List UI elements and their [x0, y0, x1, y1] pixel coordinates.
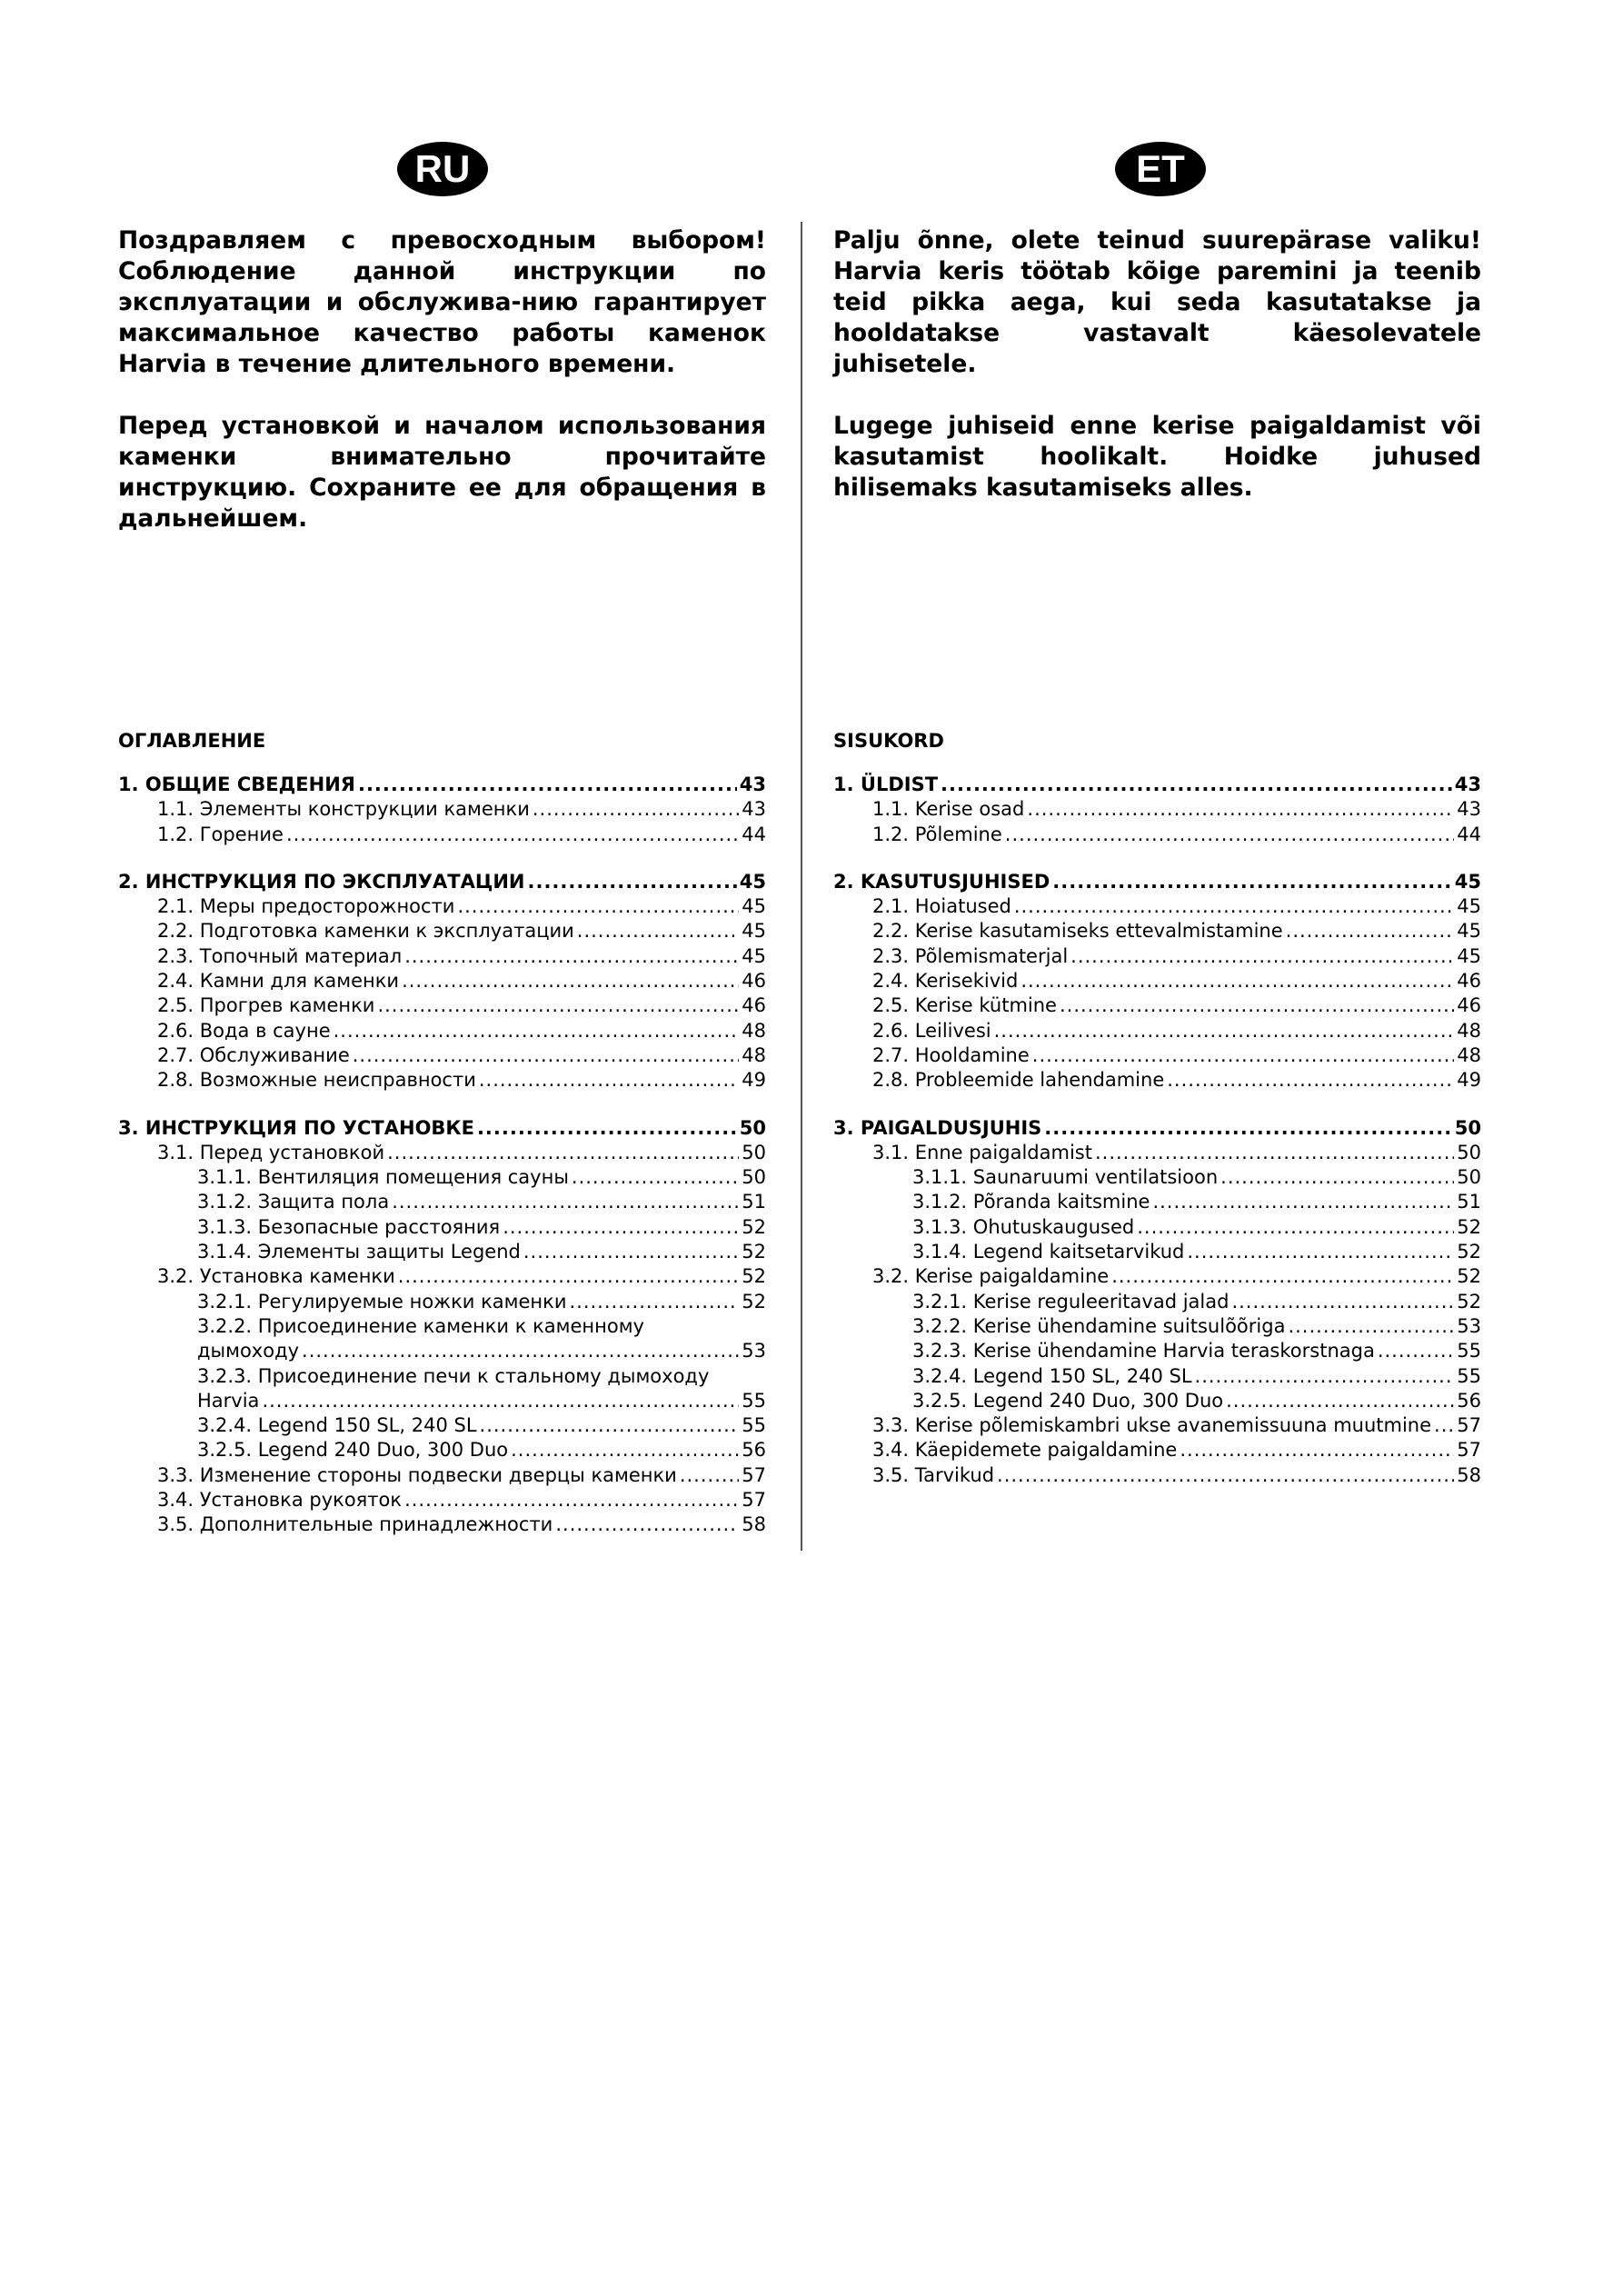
toc-dot-leader	[1032, 1043, 1454, 1068]
toc-entry-label: 2.7. Hooldamine	[872, 1043, 1030, 1066]
toc-entry-label: 3.1. Перед установкой	[157, 1141, 385, 1163]
toc-dot-leader	[286, 823, 739, 847]
toc-page-number: 43	[1454, 774, 1481, 795]
toc-entry	[833, 919, 1481, 943]
toc-entry-label: 3.1.3. Безопасные расстояния	[197, 1215, 501, 1238]
toc-entry	[833, 1413, 1481, 1438]
toc-entry-label: 3.2. Kerise paigaldamine	[872, 1265, 1110, 1288]
toc-dot-leader	[577, 919, 739, 943]
toc-dot-leader	[997, 1463, 1454, 1488]
toc-page-number: 50	[742, 1166, 766, 1189]
toc-entry-label: 2.6. Leilivesi	[872, 1019, 991, 1042]
toc-dot-leader	[1226, 1389, 1454, 1413]
toc-entry-label: 3.2.1. Kerise reguleeritavad jalad	[912, 1290, 1230, 1313]
toc-entry-label: 3.5. Tarvikud	[872, 1463, 995, 1486]
toc-entry	[118, 1141, 766, 1165]
toc-page-number: 45	[1457, 920, 1481, 943]
toc-dot-leader	[1044, 1116, 1451, 1141]
toc-entry-label: 3.1.3. Ohutuskaugused	[912, 1215, 1135, 1238]
toc-entry-label: 1.1. Kerise osad	[872, 798, 1025, 821]
table-of-contents-ru	[118, 773, 766, 1538]
intro-paragraph: Lugege juhiseid enne kerise paigaldamist või kasutamist hoolikalt. Hoidke juhused hilisemaks kasutamiseks alles.	[833, 412, 1481, 502]
toc-entry-label: 1. ОБЩИЕ СВЕДЕНИЯ	[118, 774, 355, 795]
toc-dot-leader	[1167, 1068, 1454, 1093]
toc-page-number: 52	[1457, 1290, 1481, 1313]
toc-entry	[118, 1512, 766, 1537]
toc-entry	[118, 1116, 766, 1141]
toc-dot-leader	[1286, 919, 1455, 943]
toc-dot-leader	[457, 894, 739, 919]
toc-entry	[833, 823, 1481, 847]
toc-dot-leader	[262, 1389, 739, 1413]
toc-entry-label: 2.6. Вода в сауне	[157, 1019, 331, 1042]
toc-entry	[833, 1389, 1481, 1413]
toc-dot-leader	[402, 969, 739, 993]
toc-dot-leader	[1378, 1339, 1454, 1363]
toc-entry	[118, 1019, 766, 1043]
toc-entry	[833, 1339, 1481, 1363]
toc-dot-leader	[572, 1165, 739, 1190]
toc-entry	[118, 1463, 766, 1488]
toc-entry	[833, 1019, 1481, 1043]
toc-page-number: 45	[739, 870, 766, 893]
toc-entry	[833, 797, 1481, 822]
toc-dot-leader	[1231, 1290, 1454, 1314]
toc-dot-leader	[523, 1240, 739, 1264]
toc-entry-label: 3.5. Дополнительные принадлежности	[157, 1513, 553, 1536]
toc-dot-leader	[1434, 1413, 1454, 1438]
toc-page-number: 55	[1457, 1340, 1481, 1363]
toc-entry	[833, 1190, 1481, 1214]
toc-dot-leader	[1180, 1438, 1454, 1462]
toc-entry	[118, 894, 766, 919]
toc-entry-label: 2.5. Прогрев каменки	[157, 994, 375, 1017]
toc-dot-leader	[1060, 993, 1454, 1018]
toc-dot-leader	[1137, 1215, 1454, 1240]
toc-entry	[118, 1190, 766, 1214]
toc-page-number: 46	[1457, 994, 1481, 1017]
toc-page-number: 46	[742, 970, 766, 993]
toc-entry-label: 3.2.2. Kerise ühendamine suitsulõõriga	[912, 1314, 1286, 1337]
toc-entry-label: 1.1. Элементы конструкции каменки	[157, 798, 530, 821]
toc-page-number: 44	[1457, 823, 1481, 845]
toc-title-ru: ОГЛАВЛЕНИЕ	[118, 730, 266, 752]
toc-dot-leader	[398, 1264, 740, 1289]
toc-page-number: 57	[1457, 1439, 1481, 1462]
toc-page-number: 49	[1457, 1069, 1481, 1092]
toc-dot-leader	[392, 1190, 739, 1214]
intro-text-et	[833, 225, 1481, 504]
toc-entry-label: 1.2. Горение	[157, 823, 284, 845]
toc-page-number: 52	[742, 1215, 766, 1238]
toc-entry-label: 3.2.5. Legend 240 Duo, 300 Duo	[197, 1439, 509, 1462]
intro-paragraph: Перед установкой и началом использования каменки внимательно прочитайте инструкцию. Сохраните ее для обращения в дальнейшем.	[118, 412, 766, 533]
toc-dot-leader	[480, 1413, 740, 1438]
toc-entry-label: 2.2. Kerise kasutamiseks ettevalmistamine	[872, 920, 1283, 943]
toc-entry-label: 2.1. Hoiatused	[872, 895, 1011, 918]
toc-dot-leader	[1014, 894, 1454, 919]
toc-entry-label: 3.4. Установка рукояток	[157, 1489, 403, 1512]
intro-paragraph: Palju õnne, olete teinud suurepärase valiku! Harvia keris töötab kõige paremini ja teenib teid pikka aega, kui seda kasutatakse ja hooldatakse vastavalt käesolevatele juhisetele.	[833, 226, 1481, 378]
toc-dot-leader	[1027, 797, 1454, 822]
toc-page-number: 43	[739, 774, 766, 795]
toc-entry	[833, 944, 1481, 969]
toc-dot-leader	[569, 1290, 739, 1314]
toc-dot-leader	[358, 773, 737, 797]
toc-entry-label: 2.4. Камни для каменки	[157, 970, 400, 993]
toc-dot-leader	[404, 1488, 739, 1512]
toc-entry-label: 3. PAIGALDUSJUHIS	[833, 1116, 1042, 1139]
toc-page-number: 50	[742, 1141, 766, 1163]
toc-entry-label: 3.2.3. Присоединение печи к стальному дымоходу	[197, 1364, 710, 1387]
toc-entry-label: 3.2.2. Присоединение каменки к каменному	[197, 1314, 644, 1337]
toc-dot-leader	[477, 1116, 737, 1141]
toc-dot-leader	[404, 944, 739, 969]
toc-page-number: 45	[742, 944, 766, 967]
toc-entry	[118, 773, 766, 797]
toc-entry-label: 3.2.4. Legend 150 SL, 240 SL	[912, 1364, 1192, 1387]
language-badge-ru: RU	[397, 142, 488, 196]
toc-dot-leader	[511, 1438, 739, 1462]
toc-dot-leader	[555, 1512, 739, 1537]
toc-dot-leader	[503, 1215, 739, 1240]
toc-dot-leader	[1070, 944, 1454, 969]
toc-dot-leader	[1195, 1364, 1455, 1389]
toc-dot-leader	[1005, 823, 1454, 847]
toc-dot-leader	[1288, 1314, 1454, 1339]
toc-entry	[833, 1290, 1481, 1314]
toc-entry	[833, 1438, 1481, 1462]
toc-page-number: 50	[1457, 1166, 1481, 1189]
toc-page-number: 45	[742, 920, 766, 943]
toc-page-number: 45	[1457, 895, 1481, 918]
intro-paragraph: Поздравляем с превосходным выбором! Соблюдение данной инструкции по эксплуатации и обслужива-нию гарантирует максимальное качество работы каменок Harvia в течение длительного времени.	[118, 226, 766, 378]
intro-text-ru	[118, 225, 766, 534]
toc-entry-label: 1.2. Põlemine	[872, 823, 1002, 845]
toc-page-number: 52	[742, 1241, 766, 1263]
toc-entry	[118, 1068, 766, 1093]
toc-entry-label: 3.2.5. Legend 240 Duo, 300 Duo	[912, 1389, 1224, 1412]
toc-entry-label: 3.1.1. Вентиляция помещения сауны	[197, 1166, 569, 1189]
toc-dot-leader	[334, 1019, 740, 1043]
toc-page-number: 56	[742, 1439, 766, 1462]
toc-entry-label: 3.1. Enne paigaldamist	[872, 1141, 1092, 1163]
toc-entry	[118, 823, 766, 847]
toc-entry-label: 3.1.2. Põranda kaitsmine	[912, 1191, 1150, 1213]
toc-page-number: 48	[1457, 1043, 1481, 1066]
toc-dot-leader	[994, 1019, 1455, 1043]
toc-entry-label: 2.3. Põlemismaterjal	[872, 944, 1069, 967]
toc-page-number: 56	[1457, 1389, 1481, 1412]
toc-page-number: 52	[1457, 1241, 1481, 1263]
toc-entry	[833, 1463, 1481, 1488]
toc-entry	[118, 944, 766, 969]
toc-entry	[118, 1165, 766, 1190]
toc-page-number: 51	[1457, 1191, 1481, 1213]
toc-page-number: 43	[1457, 798, 1481, 821]
toc-entry	[833, 1043, 1481, 1068]
toc-page-number: 52	[1457, 1215, 1481, 1238]
language-badge-et: ET	[1115, 142, 1206, 196]
toc-entry	[118, 1314, 766, 1339]
toc-entry-label-continuation: дымоходу	[197, 1340, 300, 1363]
toc-entry	[118, 1413, 766, 1438]
toc-entry-label: 1. ÜLDIST	[833, 774, 939, 795]
toc-entry	[833, 1215, 1481, 1240]
toc-entry	[118, 1290, 766, 1314]
toc-dot-leader	[1220, 1165, 1454, 1190]
toc-entry	[833, 870, 1481, 894]
toc-entry	[833, 1165, 1481, 1190]
toc-dot-leader	[941, 773, 1452, 797]
toc-entry	[833, 1068, 1481, 1093]
toc-entry-label: 2.1. Меры предосторожности	[157, 895, 455, 918]
toc-entry	[118, 969, 766, 993]
toc-page-number: 57	[742, 1489, 766, 1512]
toc-entry-label: 2.8. Возможные неисправности	[157, 1069, 476, 1092]
toc-entry	[118, 993, 766, 1018]
table-of-contents-et	[833, 773, 1481, 1488]
toc-entry-label: 2.7. Обслуживание	[157, 1043, 350, 1066]
toc-entry-label: 3.1.1. Saunaruumi ventilatsioon	[912, 1166, 1219, 1189]
column-divider	[801, 222, 802, 1551]
toc-dot-leader	[527, 870, 736, 894]
toc-page-number: 51	[742, 1191, 766, 1213]
toc-dot-leader	[353, 1043, 740, 1068]
toc-page-number: 50	[1454, 1116, 1481, 1139]
toc-dot-leader	[1095, 1141, 1454, 1165]
toc-entry-label: 2. ИНСТРУКЦИЯ ПО ЭКСПЛУАТАЦИИ	[118, 870, 525, 893]
toc-dot-leader	[533, 797, 739, 822]
toc-entry	[118, 1264, 766, 1289]
toc-dot-leader	[1021, 969, 1454, 993]
toc-entry-label: 3.3. Изменение стороны подвески дверцы каменки	[157, 1463, 677, 1486]
toc-dot-leader	[680, 1463, 739, 1488]
toc-entry	[118, 797, 766, 822]
toc-entry	[118, 1043, 766, 1068]
toc-page-number: 58	[742, 1513, 766, 1536]
toc-entry	[118, 919, 766, 943]
toc-entry	[833, 894, 1481, 919]
toc-page-number: 43	[742, 798, 766, 821]
toc-page-number: 53	[742, 1340, 766, 1363]
toc-dot-leader	[387, 1141, 739, 1165]
toc-entry	[833, 1141, 1481, 1165]
toc-page-number: 45	[742, 895, 766, 918]
toc-entry-label: 3.2.1. Регулируемые ножки каменки	[197, 1290, 567, 1313]
toc-entry-label: 3.3. Kerise põlemiskambri ukse avanemissuuna muutmine	[872, 1414, 1432, 1437]
toc-entry-label: 2.5. Kerise kütmine	[872, 994, 1057, 1017]
toc-entry-label: 3.2.4. Legend 150 SL, 240 SL	[197, 1414, 477, 1437]
toc-entry-label: 2.2. Подготовка каменки к эксплуатации	[157, 920, 574, 943]
toc-title-et: SISUKORD	[833, 730, 944, 752]
toc-entry-label: 2. KASUTUSJUHISED	[833, 870, 1050, 893]
toc-entry-label: 2.4. Kerisekivid	[872, 970, 1019, 993]
toc-entry	[118, 870, 766, 894]
toc-page-number: 50	[739, 1116, 766, 1139]
toc-entry-label: 3.1.4. Элементы защиты Legend	[197, 1241, 521, 1263]
toc-page-number: 48	[742, 1019, 766, 1042]
toc-entry	[833, 993, 1481, 1018]
toc-page-number: 58	[1457, 1463, 1481, 1486]
toc-entry	[118, 1488, 766, 1512]
toc-page-number: 55	[1457, 1364, 1481, 1387]
toc-entry-label: 3.1.4. Legend kaitsetarvikud	[912, 1241, 1185, 1263]
toc-page-number: 44	[742, 823, 766, 845]
toc-dot-leader	[1187, 1240, 1454, 1264]
toc-entry-continuation	[118, 1339, 766, 1363]
toc-entry-label: 3. ИНСТРУКЦИЯ ПО УСТАНОВКЕ	[118, 1116, 474, 1139]
toc-entry-label: 3.2. Установка каменки	[157, 1265, 395, 1288]
toc-entry	[833, 1264, 1481, 1289]
toc-page-number: 46	[1457, 970, 1481, 993]
toc-dot-leader	[1111, 1264, 1454, 1289]
toc-entry	[118, 1364, 766, 1389]
toc-entry	[118, 1240, 766, 1264]
toc-page-number: 55	[742, 1414, 766, 1437]
toc-page-number: 48	[1457, 1019, 1481, 1042]
toc-dot-leader	[479, 1068, 739, 1093]
toc-entry-label: 3.2.3. Kerise ühendamine Harvia teraskorstnaga	[912, 1340, 1375, 1363]
toc-entry	[118, 1215, 766, 1240]
toc-entry	[833, 969, 1481, 993]
toc-entry-label-continuation: Harvia	[197, 1389, 260, 1412]
toc-page-number: 45	[1454, 870, 1481, 893]
toc-entry	[833, 1240, 1481, 1264]
toc-entry	[833, 1364, 1481, 1389]
toc-entry-continuation	[118, 1389, 766, 1413]
toc-page-number: 49	[742, 1069, 766, 1092]
toc-page-number: 53	[1457, 1314, 1481, 1337]
toc-entry	[118, 1438, 766, 1462]
toc-page-number: 48	[742, 1043, 766, 1066]
toc-page-number: 57	[1457, 1414, 1481, 1437]
toc-entry-label: 2.8. Probleemide lahendamine	[872, 1069, 1165, 1092]
toc-dot-leader	[1052, 870, 1452, 894]
toc-entry	[833, 773, 1481, 797]
toc-page-number: 46	[742, 994, 766, 1017]
toc-entry-label: 3.1.2. Защита пола	[197, 1191, 390, 1213]
toc-page-number: 52	[1457, 1265, 1481, 1288]
toc-entry	[833, 1314, 1481, 1339]
toc-page-number: 45	[1457, 944, 1481, 967]
toc-dot-leader	[1152, 1190, 1454, 1214]
toc-entry-label: 2.3. Топочный материал	[157, 944, 403, 967]
toc-page-number: 57	[742, 1463, 766, 1486]
toc-dot-leader	[302, 1339, 739, 1363]
toc-page-number: 55	[742, 1389, 766, 1412]
toc-entry	[833, 1116, 1481, 1141]
toc-page-number: 50	[1457, 1141, 1481, 1163]
toc-page-number: 52	[742, 1265, 766, 1288]
toc-dot-leader	[377, 993, 739, 1018]
toc-entry-label: 3.4. Käepidemete paigaldamine	[872, 1439, 1178, 1462]
toc-page-number: 52	[742, 1290, 766, 1313]
